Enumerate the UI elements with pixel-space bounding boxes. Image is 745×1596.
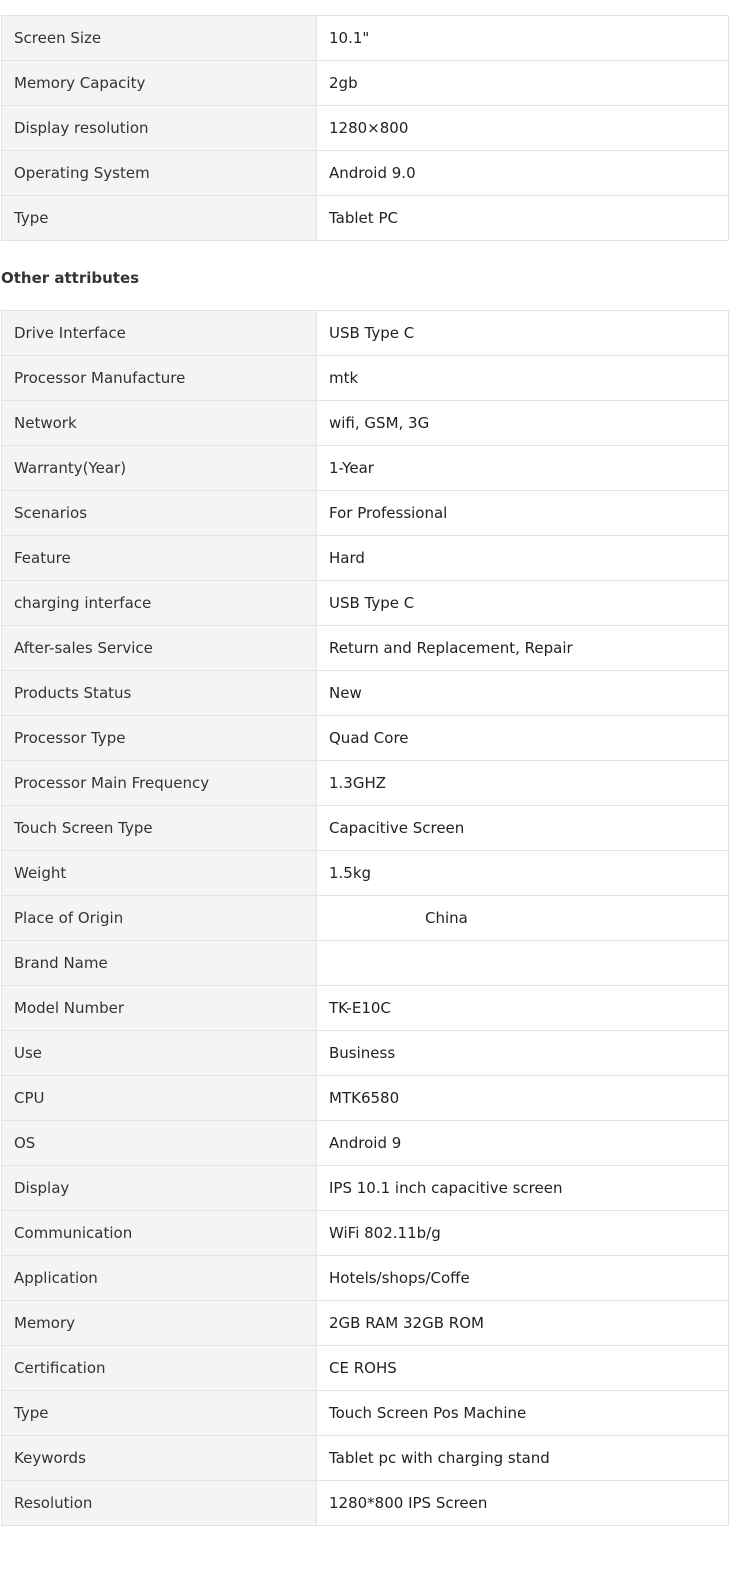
attribute-key: Model Number — [2, 986, 317, 1031]
attribute-value: mtk — [317, 356, 729, 401]
attribute-value: CE ROHS — [317, 1346, 729, 1391]
attribute-value: 1-Year — [317, 446, 729, 491]
attribute-key: Display — [2, 1166, 317, 1211]
attribute-key: Place of Origin — [2, 896, 317, 941]
attribute-value: IPS 10.1 inch capacitive screen — [317, 1166, 729, 1211]
attribute-value: Return and Replacement, Repair — [317, 626, 729, 671]
attribute-key: Weight — [2, 851, 317, 896]
attribute-value: Hotels/shops/Coffe — [317, 1256, 729, 1301]
attribute-value: 2GB RAM 32GB ROM — [317, 1301, 729, 1346]
attribute-value — [317, 941, 729, 986]
attribute-row — [2, 1256, 729, 1301]
attribute-value: Android 9 — [317, 1121, 729, 1166]
attribute-row — [2, 581, 729, 626]
attribute-value: Android 9.0 — [317, 151, 729, 196]
attribute-row — [2, 851, 729, 896]
attribute-value: TK-E10C — [317, 986, 729, 1031]
attribute-row — [2, 446, 729, 491]
attribute-row — [2, 1076, 729, 1121]
attribute-row — [2, 61, 729, 106]
attribute-key: Keywords — [2, 1436, 317, 1481]
attribute-row — [2, 151, 729, 196]
attribute-key: Display resolution — [2, 106, 317, 151]
attribute-value: 1280*800 IPS Screen — [317, 1481, 729, 1526]
attribute-row — [2, 1391, 729, 1436]
attribute-row — [2, 1436, 729, 1481]
attribute-value: 1.5kg — [317, 851, 729, 896]
attribute-key: Processor Main Frequency — [2, 761, 317, 806]
attribute-row — [2, 896, 729, 941]
attribute-value: Tablet pc with charging stand — [317, 1436, 729, 1481]
attribute-row — [2, 106, 729, 151]
attribute-value: 10.1" — [317, 16, 729, 61]
attribute-value: For Professional — [317, 491, 729, 536]
attribute-row — [2, 806, 729, 851]
attribute-value: MTK6580 — [317, 1076, 729, 1121]
attribute-key: Drive Interface — [2, 311, 317, 356]
attribute-row — [2, 1481, 729, 1526]
attribute-value: New — [317, 671, 729, 716]
attribute-key: Application — [2, 1256, 317, 1301]
attribute-value: Hard — [317, 536, 729, 581]
attribute-key: Operating System — [2, 151, 317, 196]
attribute-row — [2, 941, 729, 986]
attribute-key: Warranty(Year) — [2, 446, 317, 491]
attribute-value: 1.3GHZ — [317, 761, 729, 806]
attribute-key: Communication — [2, 1211, 317, 1256]
attribute-row — [2, 1166, 729, 1211]
attribute-key: OS — [2, 1121, 317, 1166]
attribute-value: China — [317, 896, 729, 941]
attribute-key: Scenarios — [2, 491, 317, 536]
attribute-row — [2, 626, 729, 671]
attribute-key: Memory Capacity — [2, 61, 317, 106]
attribute-key: Network — [2, 401, 317, 446]
attribute-row — [2, 671, 729, 716]
attribute-row — [2, 716, 729, 761]
attribute-key: After-sales Service — [2, 626, 317, 671]
attribute-key: Products Status — [2, 671, 317, 716]
attribute-row — [2, 311, 729, 356]
attribute-row — [2, 1121, 729, 1166]
attribute-value: Business — [317, 1031, 729, 1076]
attribute-row — [2, 196, 729, 241]
attribute-key: Processor Type — [2, 716, 317, 761]
main-attributes-table — [1, 15, 729, 241]
attribute-key: charging interface — [2, 581, 317, 626]
attribute-value: Tablet PC — [317, 196, 729, 241]
attribute-row — [2, 1031, 729, 1076]
attribute-value: Quad Core — [317, 716, 729, 761]
attribute-key: CPU — [2, 1076, 317, 1121]
attribute-key: Memory — [2, 1301, 317, 1346]
attribute-value: wifi, GSM, 3G — [317, 401, 729, 446]
attribute-row — [2, 491, 729, 536]
attribute-value: 1280×800 — [317, 106, 729, 151]
attribute-row — [2, 1346, 729, 1391]
attribute-key: Brand Name — [2, 941, 317, 986]
attribute-key: Feature — [2, 536, 317, 581]
other-attributes-heading: Other attributes — [1, 269, 140, 287]
attribute-key: Screen Size — [2, 16, 317, 61]
attribute-key: Touch Screen Type — [2, 806, 317, 851]
attribute-value: USB Type C — [317, 311, 729, 356]
other-attributes-table — [1, 310, 729, 1526]
attribute-row — [2, 1211, 729, 1256]
attribute-row — [2, 356, 729, 401]
attribute-key: Processor Manufacture — [2, 356, 317, 401]
attribute-key: Type — [2, 196, 317, 241]
attribute-key: Certification — [2, 1346, 317, 1391]
attribute-row — [2, 761, 729, 806]
attribute-value: WiFi 802.11b/g — [317, 1211, 729, 1256]
attribute-value: 2gb — [317, 61, 729, 106]
attribute-value: USB Type C — [317, 581, 729, 626]
attribute-row — [2, 1301, 729, 1346]
attribute-key: Use — [2, 1031, 317, 1076]
attribute-row — [2, 401, 729, 446]
attribute-row — [2, 986, 729, 1031]
attribute-key: Resolution — [2, 1481, 317, 1526]
attribute-row — [2, 16, 729, 61]
attribute-value: Capacitive Screen — [317, 806, 729, 851]
attribute-key: Type — [2, 1391, 317, 1436]
attribute-value: Touch Screen Pos Machine — [317, 1391, 729, 1436]
attribute-row — [2, 536, 729, 581]
